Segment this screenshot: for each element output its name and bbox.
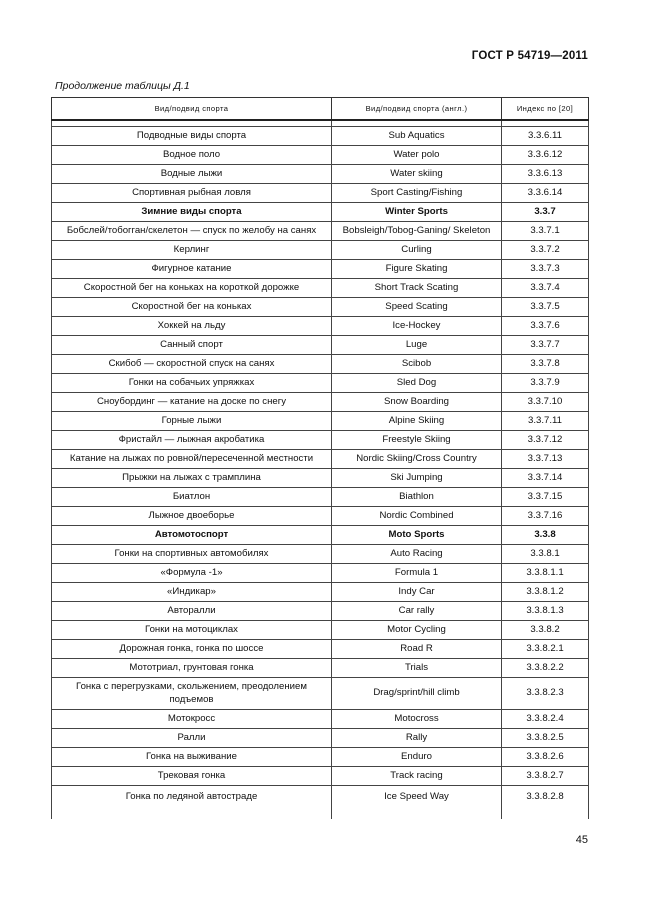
- sport-index: 3.3.6.12: [502, 146, 589, 165]
- sport-name-en: Scibob: [332, 355, 502, 374]
- sport-name-en: Drag/sprint/hill climb: [332, 678, 502, 710]
- sport-name-en: Auto Racing: [332, 545, 502, 564]
- table-row: [52, 545, 589, 564]
- sport-index: 3.3.6.14: [502, 184, 589, 203]
- table-row: [52, 317, 589, 336]
- sport-index: 3.3.7.13: [502, 450, 589, 469]
- table-row: [52, 526, 589, 545]
- table-row: [52, 564, 589, 583]
- sport-index: 3.3.8.2.2: [502, 659, 589, 678]
- sport-name-en: Alpine Skiing: [332, 412, 502, 431]
- sport-name-ru: Катание на лыжах по ровной/пересеченной местности: [52, 450, 332, 469]
- table-row: [52, 507, 589, 526]
- sports-table: [51, 97, 589, 819]
- sport-index: 3.3.7.4: [502, 279, 589, 298]
- sport-name-en: Biathlon: [332, 488, 502, 507]
- sport-name-ru: Зимние виды спорта: [52, 203, 332, 222]
- table-row: [52, 393, 589, 412]
- table-row: [52, 298, 589, 317]
- sport-name-ru: Скоростной бег на коньках: [52, 298, 332, 317]
- sport-name-ru: Гонки на мотоциклах: [52, 621, 332, 640]
- table-row: [52, 710, 589, 729]
- sport-name-ru: Трековая гонка: [52, 767, 332, 786]
- sport-index: 3.3.8: [502, 526, 589, 545]
- table-row: [52, 748, 589, 767]
- sport-name-ru: Горные лыжи: [52, 412, 332, 431]
- table-row: [52, 640, 589, 659]
- sport-index: 3.3.7.9: [502, 374, 589, 393]
- sport-name-en: Speed Scating: [332, 298, 502, 317]
- table-row: [52, 678, 589, 710]
- table-row: [52, 355, 589, 374]
- sport-name-ru: Гонки на собачьих упряжках: [52, 374, 332, 393]
- sport-name-en: Snow Boarding: [332, 393, 502, 412]
- sport-name-ru: «Индикар»: [52, 583, 332, 602]
- sport-index: 3.3.8.1.3: [502, 602, 589, 621]
- sport-name-en: Motocross: [332, 710, 502, 729]
- table-row: [52, 488, 589, 507]
- sport-name-en: Winter Sports: [332, 203, 502, 222]
- column-header-en: Вид/подвид спорта (англ.): [332, 98, 502, 121]
- sport-name-en: Moto Sports: [332, 526, 502, 545]
- sport-name-ru: Керлинг: [52, 241, 332, 260]
- sport-name-ru: Санный спорт: [52, 336, 332, 355]
- sport-name-en: Water skiing: [332, 165, 502, 184]
- table-caption: Продолжение таблицы Д.1: [55, 80, 190, 92]
- sport-name-ru: Гонка по ледяной автостраде: [52, 786, 332, 820]
- table-row: [52, 336, 589, 355]
- sport-name-ru: Подводные виды спорта: [52, 127, 332, 146]
- page-number: 45: [575, 834, 588, 846]
- sport-index: 3.3.7.15: [502, 488, 589, 507]
- sport-name-ru: Прыжки на лыжах с трамплина: [52, 469, 332, 488]
- sport-name-ru: Ралли: [52, 729, 332, 748]
- sport-index: 3.3.8.2.3: [502, 678, 589, 710]
- sport-name-ru: Скибоб — скоростной спуск на санях: [52, 355, 332, 374]
- sport-name-en: Nordic Skiing/Cross Country: [332, 450, 502, 469]
- sport-name-ru: Хоккей на льду: [52, 317, 332, 336]
- sport-name-en: Indy Car: [332, 583, 502, 602]
- sport-name-ru: Скоростной бег на коньках на короткой дорожке: [52, 279, 332, 298]
- sport-name-en: Figure Skating: [332, 260, 502, 279]
- sport-index: 3.3.8.2.8: [502, 786, 589, 820]
- sport-index: 3.3.7.8: [502, 355, 589, 374]
- column-header-index: Индекс по [20]: [502, 98, 589, 121]
- table-row: [52, 184, 589, 203]
- table-row: [52, 786, 589, 820]
- table-row: [52, 203, 589, 222]
- table-row: [52, 767, 589, 786]
- sport-name-ru: Гонки на спортивных автомобилях: [52, 545, 332, 564]
- sport-name-en: Sub Aquatics: [332, 127, 502, 146]
- sport-name-en: Sled Dog: [332, 374, 502, 393]
- sport-name-ru: «Формула -1»: [52, 564, 332, 583]
- sport-name-en: Curling: [332, 241, 502, 260]
- sport-index: 3.3.7.12: [502, 431, 589, 450]
- sport-name-ru: Дорожная гонка, гонка по шоссе: [52, 640, 332, 659]
- sport-name-ru: Биатлон: [52, 488, 332, 507]
- table-body: [52, 120, 589, 819]
- sport-name-ru: Мототриал, грунтовая гонка: [52, 659, 332, 678]
- sport-index: 3.3.7.2: [502, 241, 589, 260]
- table-row: [52, 165, 589, 184]
- sport-name-en: Motor Cycling: [332, 621, 502, 640]
- sport-name-ru: Фигурное катание: [52, 260, 332, 279]
- sport-name-en: Formula 1: [332, 564, 502, 583]
- table-row: [52, 431, 589, 450]
- sport-index: 3.3.8.1.1: [502, 564, 589, 583]
- sport-index: 3.3.7.11: [502, 412, 589, 431]
- sport-name-ru: Сноубординг — катание на доске по снегу: [52, 393, 332, 412]
- sport-name-en: Ice Speed Way: [332, 786, 502, 820]
- table-row: [52, 127, 589, 146]
- sport-index: 3.3.8.2.5: [502, 729, 589, 748]
- sport-name-en: Bobsleigh/Tobog-Ganing/ Skeleton: [332, 222, 502, 241]
- sport-name-en: Enduro: [332, 748, 502, 767]
- sport-name-en: Sport Casting/Fishing: [332, 184, 502, 203]
- sport-name-ru: Гонка на выживание: [52, 748, 332, 767]
- table-row: [52, 374, 589, 393]
- column-header-ru: Вид/подвид спорта: [52, 98, 332, 121]
- sport-index: 3.3.8.1: [502, 545, 589, 564]
- sport-name-ru: Мотокросс: [52, 710, 332, 729]
- sport-name-ru: Водное поло: [52, 146, 332, 165]
- sport-index: 3.3.8.2.4: [502, 710, 589, 729]
- table-row: [52, 602, 589, 621]
- sport-index: 3.3.7: [502, 203, 589, 222]
- table-row: [52, 412, 589, 431]
- table-row: [52, 222, 589, 241]
- table-row: [52, 241, 589, 260]
- table-row: [52, 260, 589, 279]
- sport-index: 3.3.8.2.7: [502, 767, 589, 786]
- sport-name-en: Short Track Scating: [332, 279, 502, 298]
- sport-name-ru: Фристайл — лыжная акробатика: [52, 431, 332, 450]
- table-row: [52, 583, 589, 602]
- sport-index: 3.3.7.3: [502, 260, 589, 279]
- sport-name-ru: Гонка с перегрузками, скольжением, преодолением подъемов: [52, 678, 332, 710]
- sport-index: 3.3.7.16: [502, 507, 589, 526]
- document-id: ГОСТ Р 54719—2011: [471, 50, 588, 62]
- sport-index: 3.3.8.2: [502, 621, 589, 640]
- sport-name-en: Trials: [332, 659, 502, 678]
- sport-name-ru: Авторалли: [52, 602, 332, 621]
- sport-name-ru: Спортивная рыбная ловля: [52, 184, 332, 203]
- table-header-row: [52, 98, 589, 121]
- table-row: [52, 146, 589, 165]
- sport-name-en: Road R: [332, 640, 502, 659]
- sport-index: 3.3.6.13: [502, 165, 589, 184]
- sport-index: 3.3.7.7: [502, 336, 589, 355]
- sport-index: 3.3.8.1.2: [502, 583, 589, 602]
- sport-name-en: Track racing: [332, 767, 502, 786]
- sport-name-en: Rally: [332, 729, 502, 748]
- sport-name-en: Water polo: [332, 146, 502, 165]
- sport-index: 3.3.8.2.1: [502, 640, 589, 659]
- sport-index: 3.3.7.5: [502, 298, 589, 317]
- sport-name-ru: Лыжное двоеборье: [52, 507, 332, 526]
- sport-index: 3.3.7.1: [502, 222, 589, 241]
- table-row: [52, 450, 589, 469]
- sport-index: 3.3.7.14: [502, 469, 589, 488]
- table-row: [52, 469, 589, 488]
- sport-name-en: Ski Jumping: [332, 469, 502, 488]
- sport-name-ru: Бобслей/тобогган/скелетон — спуск по желобу на санях: [52, 222, 332, 241]
- sport-index: 3.3.8.2.6: [502, 748, 589, 767]
- table-row: [52, 659, 589, 678]
- sport-name-en: Ice-Hockey: [332, 317, 502, 336]
- sport-name-en: Nordic Combined: [332, 507, 502, 526]
- sport-name-ru: Автомотоспорт: [52, 526, 332, 545]
- sport-name-ru: Водные лыжи: [52, 165, 332, 184]
- sport-name-en: Luge: [332, 336, 502, 355]
- table-row: [52, 279, 589, 298]
- sport-index: 3.3.6.11: [502, 127, 589, 146]
- table-row: [52, 621, 589, 640]
- sport-index: 3.3.7.6: [502, 317, 589, 336]
- sport-name-en: Freestyle Skiing: [332, 431, 502, 450]
- table-row: [52, 729, 589, 748]
- sport-name-en: Car rally: [332, 602, 502, 621]
- sport-index: 3.3.7.10: [502, 393, 589, 412]
